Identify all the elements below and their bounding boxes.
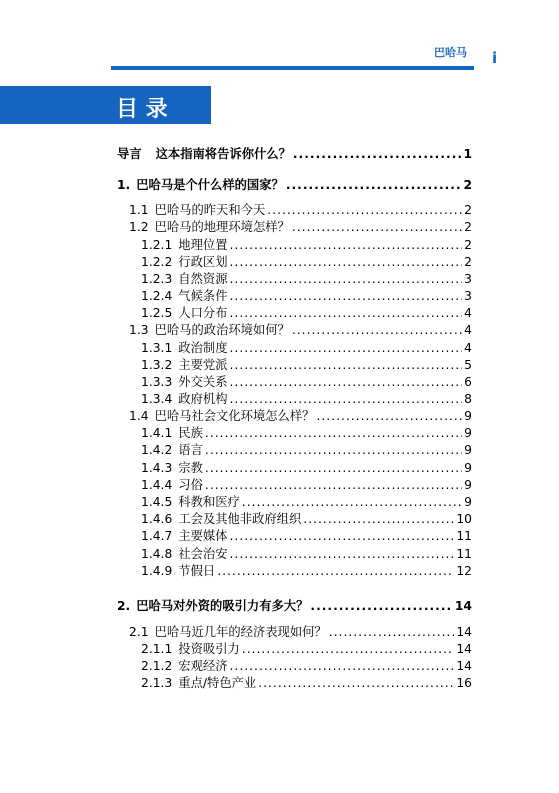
toc-entry[interactable] — [117, 146, 472, 162]
toc-entry[interactable] — [141, 641, 472, 657]
dot-leader — [230, 546, 455, 562]
toc-entry-number: 1.2.2 — [141, 255, 173, 269]
toc-entry[interactable] — [141, 254, 472, 270]
dot-leader — [217, 563, 454, 579]
dot-leader — [230, 237, 463, 253]
toc-entry-title: 巴哈马是个什么样的国家？ — [136, 178, 284, 192]
toc-entry[interactable] — [141, 546, 472, 562]
toc-entry-title: 巴哈马社会文化环境怎么样？ — [154, 409, 315, 423]
toc-entry[interactable] — [141, 340, 472, 356]
toc-entry[interactable] — [129, 202, 472, 218]
toc-entry[interactable] — [141, 305, 472, 321]
toc-entry[interactable] — [129, 624, 472, 640]
toc-entry-page: 9 — [464, 443, 472, 457]
dot-leader — [303, 511, 454, 527]
toc-entry-page: 4 — [464, 306, 472, 320]
toc-entry[interactable] — [141, 271, 472, 287]
page-number: i — [492, 49, 498, 67]
toc-entry-title: 社会治安 — [178, 547, 228, 561]
toc-entry-number: 1.2.1 — [141, 238, 173, 252]
dot-leader — [205, 425, 462, 441]
dot-leader — [230, 658, 455, 674]
toc-entry-title: 地理位置 — [178, 238, 228, 252]
toc-entry[interactable] — [141, 442, 472, 458]
toc-entry-title: 语言 — [178, 443, 203, 457]
header-rule — [111, 66, 474, 70]
toc-title: 目 录 — [116, 97, 168, 122]
toc-entry-title: 巴哈马的政治环境如何？ — [154, 323, 290, 337]
toc-entry-number: 1.2.3 — [141, 272, 173, 286]
toc-entry[interactable] — [141, 675, 472, 691]
toc-entry-page: 3 — [464, 289, 472, 303]
dot-leader — [230, 271, 463, 287]
toc-entry-number: 导言 — [117, 147, 142, 161]
toc-entry[interactable] — [141, 391, 472, 407]
toc-entry-page: 14 — [456, 642, 472, 656]
toc-entry-title: 外交关系 — [178, 375, 228, 389]
toc-entry[interactable] — [141, 563, 472, 579]
dot-leader — [292, 219, 462, 235]
toc-entry-title: 巴哈马对外资的吸引力有多大？ — [136, 599, 309, 613]
dot-leader — [230, 254, 463, 270]
toc-entry-page: 2 — [464, 238, 472, 252]
toc-entry[interactable] — [141, 511, 472, 527]
toc-entry-title: 投资吸引力 — [178, 642, 240, 656]
running-header-title: 巴哈马 — [434, 46, 467, 59]
toc-entry-title: 宗教 — [178, 461, 203, 475]
dot-leader — [230, 288, 463, 304]
toc-entry-page: 4 — [464, 341, 472, 355]
toc-entry-title: 行政区划 — [178, 255, 228, 269]
toc-entry-title: 政府机构 — [178, 392, 228, 406]
toc-entry-page: 11 — [456, 529, 472, 543]
dot-leader — [205, 460, 462, 476]
toc-entry-page: 8 — [464, 392, 472, 406]
toc-entry-number: 2. — [117, 599, 131, 613]
toc-entry-title: 重点/特色产业 — [178, 676, 257, 690]
toc-entry-page: 14 — [456, 659, 472, 673]
toc-entry-title: 人口分布 — [178, 306, 228, 320]
dot-leader — [230, 528, 455, 544]
toc-entry-title: 主要媒体 — [178, 529, 228, 543]
dot-leader — [230, 305, 463, 321]
toc-entry-title: 习俗 — [178, 478, 203, 492]
toc-entry-page: 9 — [464, 495, 472, 509]
toc-entry-title: 主要党派 — [178, 358, 228, 372]
toc-entry-page: 1 — [463, 147, 472, 161]
toc-entry-page: 9 — [464, 426, 472, 440]
toc-entry-number: 2.1.3 — [141, 676, 173, 690]
toc-entry-page: 2 — [464, 203, 472, 217]
toc-entry-number: 1.1 — [129, 203, 149, 217]
toc-entry-number: 1.2.5 — [141, 306, 173, 320]
toc-entry-number: 1.4.3 — [141, 461, 173, 475]
dot-leader — [286, 177, 462, 193]
dot-leader — [267, 202, 462, 218]
toc-entry-number: 1. — [117, 178, 131, 192]
toc-entry-title: 宏观经济 — [178, 659, 228, 673]
toc-entry-title: 科教和医疗 — [178, 495, 240, 509]
toc-entry-number: 1.4.8 — [141, 547, 173, 561]
toc-entry-number: 1.2.4 — [141, 289, 173, 303]
toc-entry[interactable] — [141, 494, 472, 510]
dot-leader — [242, 641, 455, 657]
toc-entry-page: 10 — [456, 512, 472, 526]
toc-entry-page: 2 — [464, 220, 472, 234]
toc-entry-page: 2 — [464, 255, 472, 269]
toc-entry-page: 11 — [456, 547, 472, 561]
dot-leader — [230, 391, 463, 407]
toc-entry-page: 9 — [464, 461, 472, 475]
toc-entry-page: 2 — [463, 178, 472, 192]
toc-entry-number: 1.3.4 — [141, 392, 173, 406]
toc-entry-page: 9 — [464, 409, 472, 423]
dot-leader — [205, 477, 462, 493]
toc-entry-number: 1.4.6 — [141, 512, 173, 526]
toc-entry-number: 1.3 — [129, 323, 149, 337]
toc-entry-number: 1.2 — [129, 220, 149, 234]
toc-entry-number: 2.1.1 — [141, 642, 173, 656]
toc-entry-number: 1.4.4 — [141, 478, 173, 492]
toc-entry[interactable] — [141, 477, 472, 493]
toc-entry-title: 民族 — [178, 426, 203, 440]
toc-entry-title: 巴哈马的地理环境怎样？ — [154, 220, 290, 234]
toc-entry-number: 1.4.1 — [141, 426, 173, 440]
toc-entry[interactable] — [129, 408, 472, 424]
toc-entry-number: 1.4.9 — [141, 564, 173, 578]
toc-entry-page: 9 — [464, 478, 472, 492]
toc-entry-title: 节假日 — [178, 564, 216, 578]
toc-entry[interactable] — [129, 219, 472, 235]
dot-leader — [329, 624, 455, 640]
toc-entry-number: 1.3.3 — [141, 375, 173, 389]
toc-entry[interactable] — [141, 237, 472, 253]
toc-entry-page: 14 — [454, 599, 472, 613]
toc-entry-number: 1.4.2 — [141, 443, 173, 457]
dot-leader — [310, 598, 452, 614]
toc-entry-page: 6 — [464, 375, 472, 389]
dot-leader — [242, 494, 462, 510]
toc-entry-number: 2.1.2 — [141, 659, 173, 673]
dot-leader — [205, 442, 462, 458]
toc-entry[interactable] — [117, 598, 472, 614]
dot-leader — [230, 340, 463, 356]
toc-entry[interactable] — [141, 460, 472, 476]
toc-entry-page: 3 — [464, 272, 472, 286]
toc-entry-title: 这本指南将告诉你什么？ — [155, 147, 291, 161]
toc-entry-page: 5 — [464, 358, 472, 372]
dot-leader — [230, 357, 463, 373]
toc-entry-title: 政治制度 — [178, 341, 228, 355]
dot-leader — [230, 374, 463, 390]
toc-entry-title: 巴哈马的昨天和今天 — [154, 203, 266, 217]
dot-leader — [293, 146, 462, 162]
toc-entry-page: 16 — [456, 676, 472, 690]
toc-entry[interactable] — [141, 288, 472, 304]
toc-entry-number: 2.1 — [129, 625, 149, 639]
dot-leader — [292, 322, 462, 338]
toc-banner — [0, 86, 211, 124]
toc-entry-number: 1.3.2 — [141, 358, 173, 372]
toc-entry-page: 14 — [456, 625, 472, 639]
toc-entry[interactable] — [141, 374, 472, 390]
toc-entry[interactable] — [141, 528, 472, 544]
toc-entry-number: 1.4.5 — [141, 495, 173, 509]
toc-entry-title: 气候条件 — [178, 289, 228, 303]
toc-entry[interactable] — [141, 658, 472, 674]
toc-entry[interactable] — [129, 322, 472, 338]
dot-leader — [316, 408, 462, 424]
toc-entry-page: 12 — [456, 564, 472, 578]
toc-entry[interactable] — [141, 425, 472, 441]
toc-entry[interactable] — [141, 357, 472, 373]
toc-entry-title: 巴哈马近几年的经济表现如何？ — [154, 625, 327, 639]
toc-entry[interactable] — [117, 177, 472, 193]
toc-entry-page: 4 — [464, 323, 472, 337]
toc-entry-number: 1.4 — [129, 409, 149, 423]
toc-entry-number: 1.4.7 — [141, 529, 173, 543]
dot-leader — [258, 675, 454, 691]
toc-entry-title: 工会及其他非政府组织 — [178, 512, 302, 526]
toc-entry-number: 1.3.1 — [141, 341, 173, 355]
toc-entry-title: 自然资源 — [178, 272, 228, 286]
